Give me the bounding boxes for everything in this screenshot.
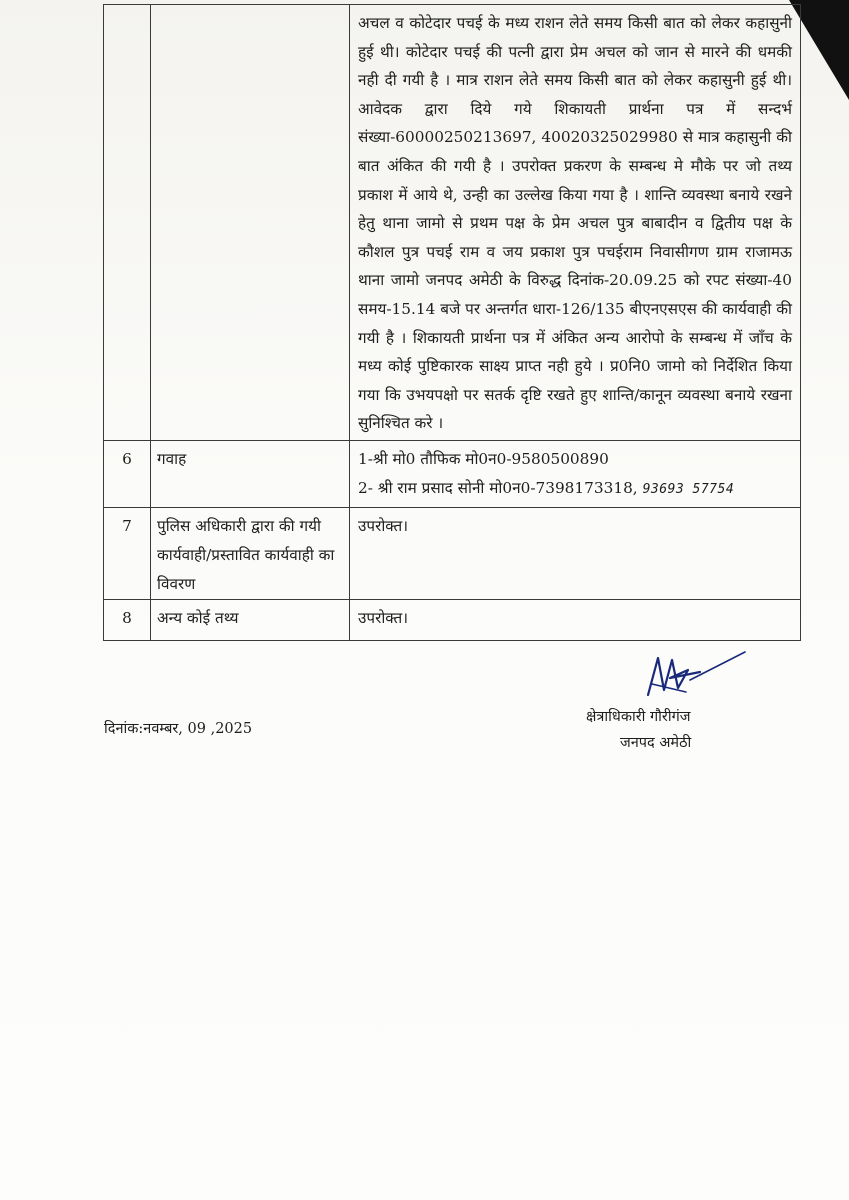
officer-designation: क्षेत्राधिकारी गौरीगंज	[586, 709, 691, 725]
row-number: 8	[104, 599, 151, 640]
table-row	[104, 599, 801, 640]
witness-2-text: 2- श्री राम प्रसाद सोनी मो0न0-7398173318,	[358, 479, 638, 498]
row-value-other-facts: उपरोक्त।	[350, 599, 801, 640]
investigation-details: अचल व कोटेदार पचई के मध्य राशन लेते समय किसी बात को लेकर कहासुनी हुई थी। कोटेदार पचई की पत्नी द्वारा प्रेम अचल को जान से मारने की धमकी नही दी गयी है । मात्र राशन लेते समय किसी बात को लेकर कहासुनी हुई थी। आवेदक द्वारा दिये गये शिकायती प्रार्थना पत्र में सन्दर्भ संख्या-60000250213697, 40020325029980 से मात्र कहासुनी की बात अंकित की गयी है । उपरोक्त प्रकरण के सम्बन्ध मे मौके पर जो तथ्य प्रकाश में आये थे, उन्ही का उल्लेख किया गया है । शान्ति व्यवस्था बनाये रखने हेतु थाना जामो से प्रथम पक्ष के प्रेम अचल पुत्र बाबादीन व द्वितीय पक्ष के कौशल पुत्र पचई राम व जय प्रकाश पुत्र पचईराम निवासीगण ग्राम राजामऊ थाना जामो जनपद अमेठी के विरुद्ध दिनांक-20.09.25 को रपट संख्या-40 समय-15.14 बजे पर अन्तर्गत धारा-126/135 बीएनएसएस की कार्यवाही की गयी है । शिकायती प्रार्थना पत्र में अंकित अन्य आरोपो के सम्बन्ध में जाँच के मध्य कोई पुष्टिकारक साक्ष्य प्राप्त नही हुये । प्र0नि0 जामो को निर्देशित किया गया कि उभयपक्षो पर सतर्क दृष्टि रखते हुए शान्ति/कानून व्यवस्था बनाये रखना सुनिश्चित करे ।	[358, 14, 792, 433]
row-label-other-facts: अन्य कोई तथ्य	[151, 599, 350, 640]
witness-2-handwritten-number: 93693 57754	[642, 482, 735, 498]
officer-signature	[630, 640, 750, 710]
table-row	[104, 507, 801, 599]
row-number: 6	[104, 440, 151, 507]
row-value	[350, 5, 801, 441]
row-number: 7	[104, 507, 151, 599]
officer-district: जनपद अमेठी	[620, 735, 692, 751]
row-value-witness	[350, 440, 801, 507]
row-label-witness: गवाह	[151, 440, 350, 507]
row-number	[104, 5, 151, 441]
row-label	[151, 5, 350, 441]
table-row	[104, 5, 801, 441]
report-table	[103, 4, 801, 641]
signature-block	[586, 704, 691, 756]
document-date: दिनांक:नवम्बर, 09 ,2025	[104, 721, 253, 737]
witness-2	[358, 474, 792, 504]
row-label-action: पुलिस अधिकारी द्वारा की गयी कार्यवाही/प्रस्तावित कार्यवाही का विवरण	[151, 507, 350, 599]
row-value-action: उपरोक्त।	[350, 507, 801, 599]
witness-1: 1-श्री मो0 तौफिक मो0न0-9580500890	[358, 449, 609, 468]
table-row	[104, 440, 801, 507]
